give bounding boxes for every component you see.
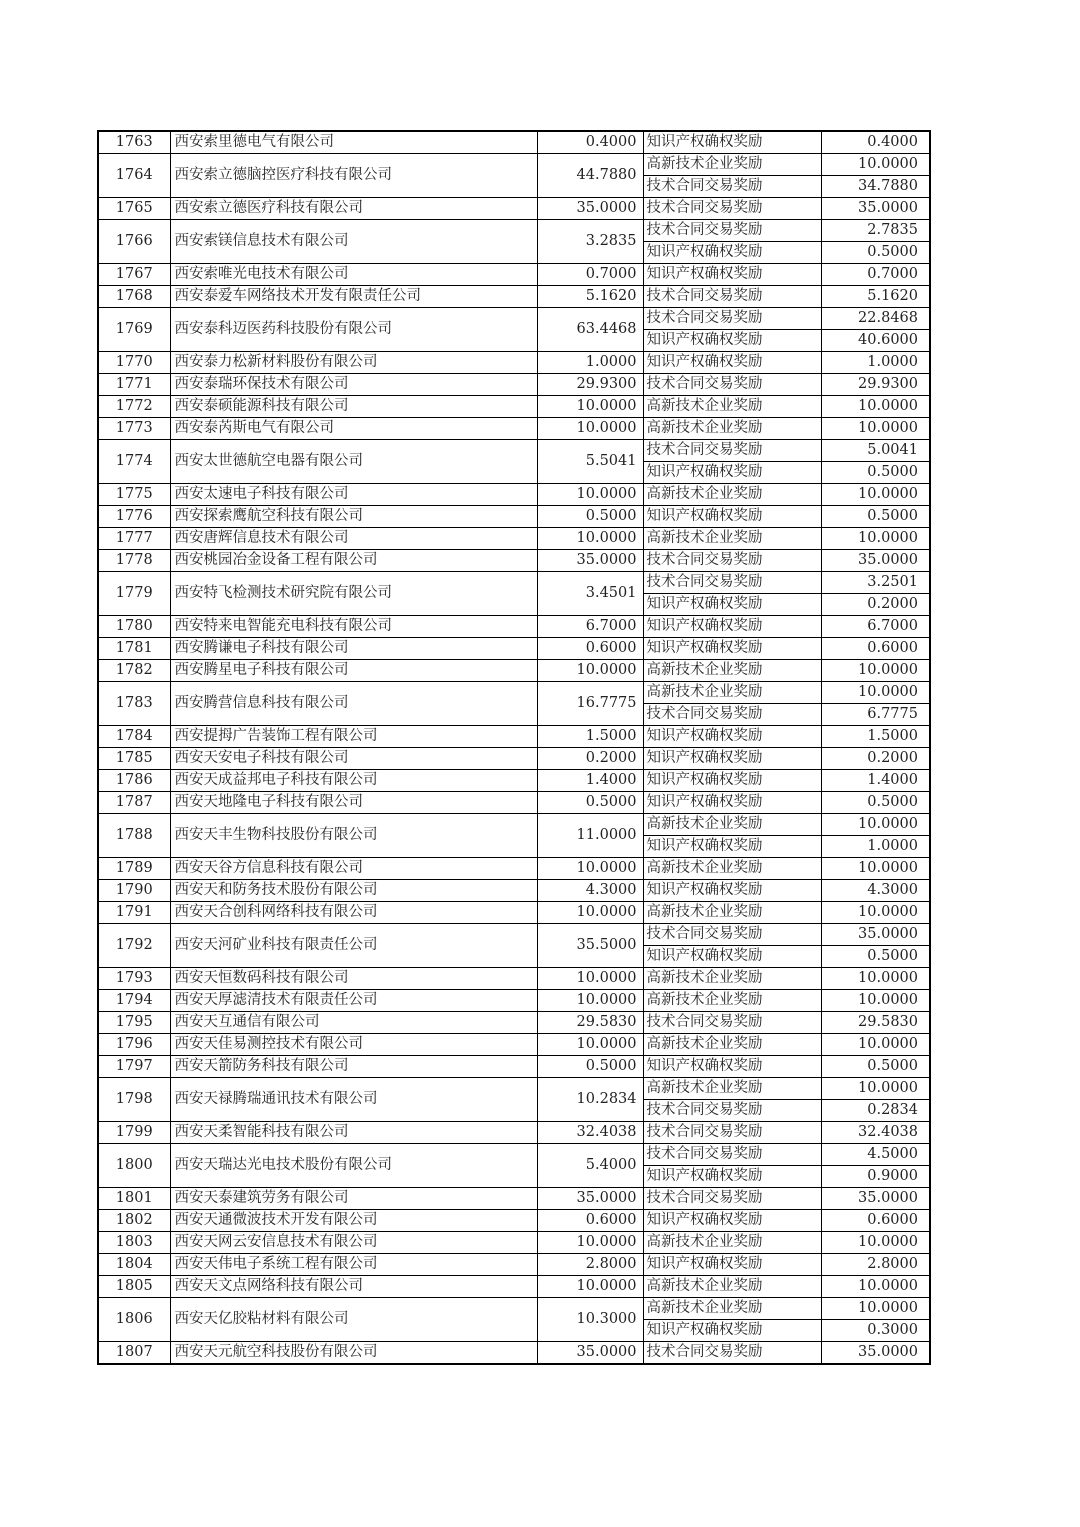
- award-type-cell: 技术合同交易奖励: [643, 572, 821, 594]
- award-amount-cell: 35.0000: [821, 924, 930, 946]
- company-name-cell: 西安索镁信息技术有限公司: [170, 220, 537, 264]
- company-name-cell: 西安索里德电气有限公司: [170, 131, 537, 154]
- award-amount-cell: 0.7000: [821, 264, 930, 286]
- total-amount-cell: 35.0000: [537, 198, 643, 220]
- award-type-cell: 知识产权确权奖励: [643, 880, 821, 902]
- table-row: [98, 220, 930, 242]
- company-name-cell: 西安索立德脑控医疗科技有限公司: [170, 154, 537, 198]
- table-row: [98, 374, 930, 396]
- total-amount-cell: 16.7775: [537, 682, 643, 726]
- award-amount-cell: 35.0000: [821, 1188, 930, 1210]
- company-name-cell: 西安天地隆电子科技有限公司: [170, 792, 537, 814]
- award-amount-cell: 1.4000: [821, 770, 930, 792]
- company-name-cell: 西安特来电智能充电科技有限公司: [170, 616, 537, 638]
- table-row: [98, 616, 930, 638]
- award-type-cell: 高新技术企业奖励: [643, 968, 821, 990]
- award-type-cell: 知识产权确权奖励: [643, 616, 821, 638]
- total-amount-cell: 10.0000: [537, 902, 643, 924]
- company-name-cell: 西安天安电子科技有限公司: [170, 748, 537, 770]
- award-type-cell: 高新技术企业奖励: [643, 528, 821, 550]
- table-row: [98, 1078, 930, 1100]
- company-name-cell: 西安腾星电子科技有限公司: [170, 660, 537, 682]
- row-number-cell: 1772: [98, 396, 170, 418]
- award-amount-cell: 10.0000: [821, 154, 930, 176]
- table-row: [98, 1276, 930, 1298]
- row-number-cell: 1793: [98, 968, 170, 990]
- table-row: [98, 968, 930, 990]
- award-amount-cell: 10.0000: [821, 858, 930, 880]
- award-amount-cell: 5.1620: [821, 286, 930, 308]
- award-amount-cell: 10.0000: [821, 990, 930, 1012]
- award-amount-cell: 10.0000: [821, 1298, 930, 1320]
- award-type-cell: 高新技术企业奖励: [643, 682, 821, 704]
- company-name-cell: 西安泰力松新材料股份有限公司: [170, 352, 537, 374]
- row-number-cell: 1776: [98, 506, 170, 528]
- company-name-cell: 西安天互通信有限公司: [170, 1012, 537, 1034]
- total-amount-cell: 1.5000: [537, 726, 643, 748]
- total-amount-cell: 4.3000: [537, 880, 643, 902]
- table-row: [98, 396, 930, 418]
- total-amount-cell: 1.4000: [537, 770, 643, 792]
- company-name-cell: 西安泰芮斯电气有限公司: [170, 418, 537, 440]
- company-name-cell: 西安腾营信息科技有限公司: [170, 682, 537, 726]
- award-amount-cell: 29.9300: [821, 374, 930, 396]
- table-row: [98, 1210, 930, 1232]
- company-name-cell: 西安太速电子科技有限公司: [170, 484, 537, 506]
- total-amount-cell: 10.0000: [537, 484, 643, 506]
- award-amount-cell: 22.8468: [821, 308, 930, 330]
- table-row: [98, 198, 930, 220]
- company-name-cell: 西安天文点网络科技有限公司: [170, 1276, 537, 1298]
- award-amount-cell: 10.0000: [821, 418, 930, 440]
- row-number-cell: 1775: [98, 484, 170, 506]
- row-number-cell: 1787: [98, 792, 170, 814]
- total-amount-cell: 35.0000: [537, 550, 643, 572]
- award-type-cell: 知识产权确权奖励: [643, 1056, 821, 1078]
- total-amount-cell: 35.0000: [537, 1188, 643, 1210]
- award-type-cell: 知识产权确权奖励: [643, 462, 821, 484]
- total-amount-cell: 0.7000: [537, 264, 643, 286]
- company-name-cell: 西安天谷方信息科技有限公司: [170, 858, 537, 880]
- total-amount-cell: 6.7000: [537, 616, 643, 638]
- award-type-cell: 知识产权确权奖励: [643, 131, 821, 154]
- award-amount-cell: 5.0041: [821, 440, 930, 462]
- award-amount-cell: 35.0000: [821, 550, 930, 572]
- award-amount-cell: 35.0000: [821, 1342, 930, 1365]
- award-amount-cell: 32.4038: [821, 1122, 930, 1144]
- row-number-cell: 1766: [98, 220, 170, 264]
- award-amount-cell: 1.0000: [821, 352, 930, 374]
- award-amount-cell: 10.0000: [821, 1078, 930, 1100]
- total-amount-cell: 10.0000: [537, 858, 643, 880]
- award-amount-cell: 10.0000: [821, 1034, 930, 1056]
- award-type-cell: 知识产权确权奖励: [643, 792, 821, 814]
- total-amount-cell: 44.7880: [537, 154, 643, 198]
- total-amount-cell: 10.0000: [537, 990, 643, 1012]
- row-number-cell: 1769: [98, 308, 170, 352]
- row-number-cell: 1806: [98, 1298, 170, 1342]
- company-name-cell: 西安桃园冶金设备工程有限公司: [170, 550, 537, 572]
- total-amount-cell: 1.0000: [537, 352, 643, 374]
- table-row: [98, 1034, 930, 1056]
- company-name-cell: 西安天瑞达光电技术股份有限公司: [170, 1144, 537, 1188]
- table-row: [98, 154, 930, 176]
- total-amount-cell: 10.2834: [537, 1078, 643, 1122]
- award-type-cell: 高新技术企业奖励: [643, 660, 821, 682]
- row-number-cell: 1799: [98, 1122, 170, 1144]
- total-amount-cell: 0.6000: [537, 1210, 643, 1232]
- company-name-cell: 西安天箭防务科技有限公司: [170, 1056, 537, 1078]
- table-row: [98, 528, 930, 550]
- table-row: [98, 1298, 930, 1320]
- award-type-cell: 技术合同交易奖励: [643, 550, 821, 572]
- row-number-cell: 1794: [98, 990, 170, 1012]
- award-amount-cell: 10.0000: [821, 1232, 930, 1254]
- award-type-cell: 高新技术企业奖励: [643, 858, 821, 880]
- total-amount-cell: 0.6000: [537, 638, 643, 660]
- award-type-cell: 技术合同交易奖励: [643, 924, 821, 946]
- table-row: [98, 858, 930, 880]
- table-row: [98, 1056, 930, 1078]
- table-row: [98, 726, 930, 748]
- row-number-cell: 1801: [98, 1188, 170, 1210]
- award-amount-cell: 10.0000: [821, 660, 930, 682]
- company-name-cell: 西安天和防务技术股份有限公司: [170, 880, 537, 902]
- total-amount-cell: 0.4000: [537, 131, 643, 154]
- row-number-cell: 1802: [98, 1210, 170, 1232]
- total-amount-cell: 10.0000: [537, 1232, 643, 1254]
- company-name-cell: 西安天网云安信息技术有限公司: [170, 1232, 537, 1254]
- award-amount-cell: 0.5000: [821, 506, 930, 528]
- total-amount-cell: 11.0000: [537, 814, 643, 858]
- award-type-cell: 高新技术企业奖励: [643, 814, 821, 836]
- award-amount-cell: 0.3000: [821, 1320, 930, 1342]
- award-type-cell: 知识产权确权奖励: [643, 1210, 821, 1232]
- award-type-cell: 技术合同交易奖励: [643, 286, 821, 308]
- table-row: [98, 880, 930, 902]
- total-amount-cell: 63.4468: [537, 308, 643, 352]
- company-name-cell: 西安天合创科网络科技有限公司: [170, 902, 537, 924]
- row-number-cell: 1804: [98, 1254, 170, 1276]
- award-amount-cell: 4.5000: [821, 1144, 930, 1166]
- award-type-cell: 技术合同交易奖励: [643, 1144, 821, 1166]
- total-amount-cell: 5.4000: [537, 1144, 643, 1188]
- award-amount-cell: 1.0000: [821, 836, 930, 858]
- award-type-cell: 高新技术企业奖励: [643, 484, 821, 506]
- company-name-cell: 西安天恒数码科技有限公司: [170, 968, 537, 990]
- total-amount-cell: 10.3000: [537, 1298, 643, 1342]
- row-number-cell: 1774: [98, 440, 170, 484]
- table-row: [98, 748, 930, 770]
- award-type-cell: 知识产权确权奖励: [643, 726, 821, 748]
- row-number-cell: 1764: [98, 154, 170, 198]
- company-name-cell: 西安泰科迈医药科技股份有限公司: [170, 308, 537, 352]
- table-row: [98, 308, 930, 330]
- total-amount-cell: 10.0000: [537, 418, 643, 440]
- table-row: [98, 1188, 930, 1210]
- total-amount-cell: 29.9300: [537, 374, 643, 396]
- award-type-cell: 高新技术企业奖励: [643, 1276, 821, 1298]
- table-row: [98, 902, 930, 924]
- table-row: [98, 131, 930, 154]
- row-number-cell: 1807: [98, 1342, 170, 1365]
- total-amount-cell: 3.4501: [537, 572, 643, 616]
- company-name-cell: 西安索唯光电技术有限公司: [170, 264, 537, 286]
- table-row: [98, 550, 930, 572]
- table-row: [98, 924, 930, 946]
- award-type-cell: 高新技术企业奖励: [643, 1078, 821, 1100]
- row-number-cell: 1803: [98, 1232, 170, 1254]
- award-amount-cell: 2.7835: [821, 220, 930, 242]
- award-amount-cell: 0.6000: [821, 638, 930, 660]
- company-name-cell: 西安天泰建筑劳务有限公司: [170, 1188, 537, 1210]
- award-amount-cell: 0.5000: [821, 946, 930, 968]
- award-amount-cell: 10.0000: [821, 682, 930, 704]
- table-row: [98, 990, 930, 1012]
- award-type-cell: 知识产权确权奖励: [643, 836, 821, 858]
- row-number-cell: 1795: [98, 1012, 170, 1034]
- table-row: [98, 1012, 930, 1034]
- award-type-cell: 技术合同交易奖励: [643, 1100, 821, 1122]
- award-type-cell: 知识产权确权奖励: [643, 638, 821, 660]
- total-amount-cell: 5.5041: [537, 440, 643, 484]
- table-row: [98, 770, 930, 792]
- award-type-cell: 知识产权确权奖励: [643, 506, 821, 528]
- company-name-cell: 西安唐辉信息技术有限公司: [170, 528, 537, 550]
- award-type-cell: 技术合同交易奖励: [643, 440, 821, 462]
- table-row: [98, 792, 930, 814]
- row-number-cell: 1783: [98, 682, 170, 726]
- award-type-cell: 高新技术企业奖励: [643, 418, 821, 440]
- award-table: [97, 130, 931, 1365]
- company-name-cell: 西安天通微波技术开发有限公司: [170, 1210, 537, 1232]
- award-amount-cell: 0.5000: [821, 1056, 930, 1078]
- award-amount-cell: 0.2000: [821, 748, 930, 770]
- row-number-cell: 1779: [98, 572, 170, 616]
- row-number-cell: 1798: [98, 1078, 170, 1122]
- table-row: [98, 440, 930, 462]
- award-amount-cell: 2.8000: [821, 1254, 930, 1276]
- award-amount-cell: 0.4000: [821, 131, 930, 154]
- award-type-cell: 知识产权确权奖励: [643, 1166, 821, 1188]
- award-type-cell: 技术合同交易奖励: [643, 1342, 821, 1365]
- total-amount-cell: 10.0000: [537, 660, 643, 682]
- award-type-cell: 高新技术企业奖励: [643, 1298, 821, 1320]
- table-row: [98, 1144, 930, 1166]
- award-amount-cell: 40.6000: [821, 330, 930, 352]
- award-amount-cell: 1.5000: [821, 726, 930, 748]
- award-type-cell: 知识产权确权奖励: [643, 946, 821, 968]
- award-type-cell: 技术合同交易奖励: [643, 1188, 821, 1210]
- table-row: [98, 1232, 930, 1254]
- table-row: [98, 1122, 930, 1144]
- table-row: [98, 1254, 930, 1276]
- award-amount-cell: 0.2834: [821, 1100, 930, 1122]
- company-name-cell: 西安探索鹰航空科技有限公司: [170, 506, 537, 528]
- award-type-cell: 知识产权确权奖励: [643, 770, 821, 792]
- company-name-cell: 西安天河矿业科技有限责任公司: [170, 924, 537, 968]
- row-number-cell: 1797: [98, 1056, 170, 1078]
- award-type-cell: 高新技术企业奖励: [643, 902, 821, 924]
- row-number-cell: 1777: [98, 528, 170, 550]
- table-row: [98, 638, 930, 660]
- row-number-cell: 1785: [98, 748, 170, 770]
- row-number-cell: 1778: [98, 550, 170, 572]
- company-name-cell: 西安泰爱车网络技术开发有限责任公司: [170, 286, 537, 308]
- award-type-cell: 知识产权确权奖励: [643, 264, 821, 286]
- row-number-cell: 1771: [98, 374, 170, 396]
- company-name-cell: 西安天佳易测控技术有限公司: [170, 1034, 537, 1056]
- row-number-cell: 1768: [98, 286, 170, 308]
- table-row: [98, 352, 930, 374]
- award-amount-cell: 0.5000: [821, 242, 930, 264]
- award-table-body: [98, 131, 930, 1364]
- table-row: [98, 814, 930, 836]
- row-number-cell: 1788: [98, 814, 170, 858]
- company-name-cell: 西安天柔智能科技有限公司: [170, 1122, 537, 1144]
- award-type-cell: 技术合同交易奖励: [643, 176, 821, 198]
- row-number-cell: 1789: [98, 858, 170, 880]
- company-name-cell: 西安特飞检测技术研究院有限公司: [170, 572, 537, 616]
- table-row: [98, 660, 930, 682]
- total-amount-cell: 35.0000: [537, 1342, 643, 1365]
- award-type-cell: 高新技术企业奖励: [643, 1034, 821, 1056]
- award-amount-cell: 0.2000: [821, 594, 930, 616]
- row-number-cell: 1792: [98, 924, 170, 968]
- total-amount-cell: 0.5000: [537, 792, 643, 814]
- total-amount-cell: 35.5000: [537, 924, 643, 968]
- row-number-cell: 1780: [98, 616, 170, 638]
- award-type-cell: 知识产权确权奖励: [643, 352, 821, 374]
- company-name-cell: 西安天亿胶粘材料有限公司: [170, 1298, 537, 1342]
- award-type-cell: 知识产权确权奖励: [643, 748, 821, 770]
- total-amount-cell: 10.0000: [537, 528, 643, 550]
- award-type-cell: 高新技术企业奖励: [643, 396, 821, 418]
- row-number-cell: 1805: [98, 1276, 170, 1298]
- award-type-cell: 知识产权确权奖励: [643, 242, 821, 264]
- award-amount-cell: 29.5830: [821, 1012, 930, 1034]
- company-name-cell: 西安泰硕能源科技有限公司: [170, 396, 537, 418]
- award-amount-cell: 10.0000: [821, 396, 930, 418]
- award-amount-cell: 10.0000: [821, 484, 930, 506]
- award-type-cell: 技术合同交易奖励: [643, 1122, 821, 1144]
- award-list-sheet: [97, 130, 931, 1365]
- total-amount-cell: 10.0000: [537, 1034, 643, 1056]
- total-amount-cell: 10.0000: [537, 968, 643, 990]
- award-type-cell: 技术合同交易奖励: [643, 198, 821, 220]
- total-amount-cell: 0.5000: [537, 1056, 643, 1078]
- award-amount-cell: 10.0000: [821, 1276, 930, 1298]
- total-amount-cell: 5.1620: [537, 286, 643, 308]
- award-amount-cell: 10.0000: [821, 968, 930, 990]
- table-row: [98, 264, 930, 286]
- row-number-cell: 1763: [98, 131, 170, 154]
- total-amount-cell: 10.0000: [537, 396, 643, 418]
- company-name-cell: 西安索立德医疗科技有限公司: [170, 198, 537, 220]
- award-type-cell: 知识产权确权奖励: [643, 330, 821, 352]
- company-name-cell: 西安天伟电子系统工程有限公司: [170, 1254, 537, 1276]
- award-type-cell: 知识产权确权奖励: [643, 1254, 821, 1276]
- row-number-cell: 1782: [98, 660, 170, 682]
- row-number-cell: 1781: [98, 638, 170, 660]
- company-name-cell: 西安泰瑞环保技术有限公司: [170, 374, 537, 396]
- award-amount-cell: 3.2501: [821, 572, 930, 594]
- table-row: [98, 682, 930, 704]
- total-amount-cell: 0.2000: [537, 748, 643, 770]
- row-number-cell: 1784: [98, 726, 170, 748]
- company-name-cell: 西安太世德航空电器有限公司: [170, 440, 537, 484]
- company-name-cell: 西安天禄腾瑞通讯技术有限公司: [170, 1078, 537, 1122]
- award-amount-cell: 35.0000: [821, 198, 930, 220]
- award-type-cell: 技术合同交易奖励: [643, 374, 821, 396]
- table-row: [98, 1342, 930, 1365]
- table-row: [98, 286, 930, 308]
- award-type-cell: 技术合同交易奖励: [643, 704, 821, 726]
- company-name-cell: 西安提拇广告装饰工程有限公司: [170, 726, 537, 748]
- row-number-cell: 1796: [98, 1034, 170, 1056]
- total-amount-cell: 10.0000: [537, 1276, 643, 1298]
- award-type-cell: 高新技术企业奖励: [643, 154, 821, 176]
- award-type-cell: 知识产权确权奖励: [643, 1320, 821, 1342]
- award-type-cell: 知识产权确权奖励: [643, 594, 821, 616]
- award-amount-cell: 34.7880: [821, 176, 930, 198]
- total-amount-cell: 0.5000: [537, 506, 643, 528]
- table-row: [98, 572, 930, 594]
- total-amount-cell: 3.2835: [537, 220, 643, 264]
- company-name-cell: 西安天元航空科技股份有限公司: [170, 1342, 537, 1365]
- award-type-cell: 技术合同交易奖励: [643, 220, 821, 242]
- row-number-cell: 1773: [98, 418, 170, 440]
- table-row: [98, 418, 930, 440]
- award-type-cell: 技术合同交易奖励: [643, 308, 821, 330]
- award-amount-cell: 10.0000: [821, 528, 930, 550]
- total-amount-cell: 29.5830: [537, 1012, 643, 1034]
- row-number-cell: 1786: [98, 770, 170, 792]
- award-amount-cell: 6.7000: [821, 616, 930, 638]
- award-amount-cell: 4.3000: [821, 880, 930, 902]
- row-number-cell: 1800: [98, 1144, 170, 1188]
- total-amount-cell: 2.8000: [537, 1254, 643, 1276]
- award-type-cell: 技术合同交易奖励: [643, 1012, 821, 1034]
- award-amount-cell: 0.5000: [821, 462, 930, 484]
- row-number-cell: 1791: [98, 902, 170, 924]
- table-row: [98, 484, 930, 506]
- row-number-cell: 1770: [98, 352, 170, 374]
- company-name-cell: 西安腾谦电子科技有限公司: [170, 638, 537, 660]
- award-amount-cell: 10.0000: [821, 902, 930, 924]
- award-type-cell: 高新技术企业奖励: [643, 1232, 821, 1254]
- row-number-cell: 1790: [98, 880, 170, 902]
- table-row: [98, 506, 930, 528]
- award-amount-cell: 0.9000: [821, 1166, 930, 1188]
- award-amount-cell: 10.0000: [821, 814, 930, 836]
- award-amount-cell: 0.6000: [821, 1210, 930, 1232]
- award-amount-cell: 6.7775: [821, 704, 930, 726]
- award-amount-cell: 0.5000: [821, 792, 930, 814]
- company-name-cell: 西安天厚滤清技术有限责任公司: [170, 990, 537, 1012]
- company-name-cell: 西安天丰生物科技股份有限公司: [170, 814, 537, 858]
- award-type-cell: 高新技术企业奖励: [643, 990, 821, 1012]
- total-amount-cell: 32.4038: [537, 1122, 643, 1144]
- company-name-cell: 西安天成益邦电子科技有限公司: [170, 770, 537, 792]
- row-number-cell: 1765: [98, 198, 170, 220]
- row-number-cell: 1767: [98, 264, 170, 286]
